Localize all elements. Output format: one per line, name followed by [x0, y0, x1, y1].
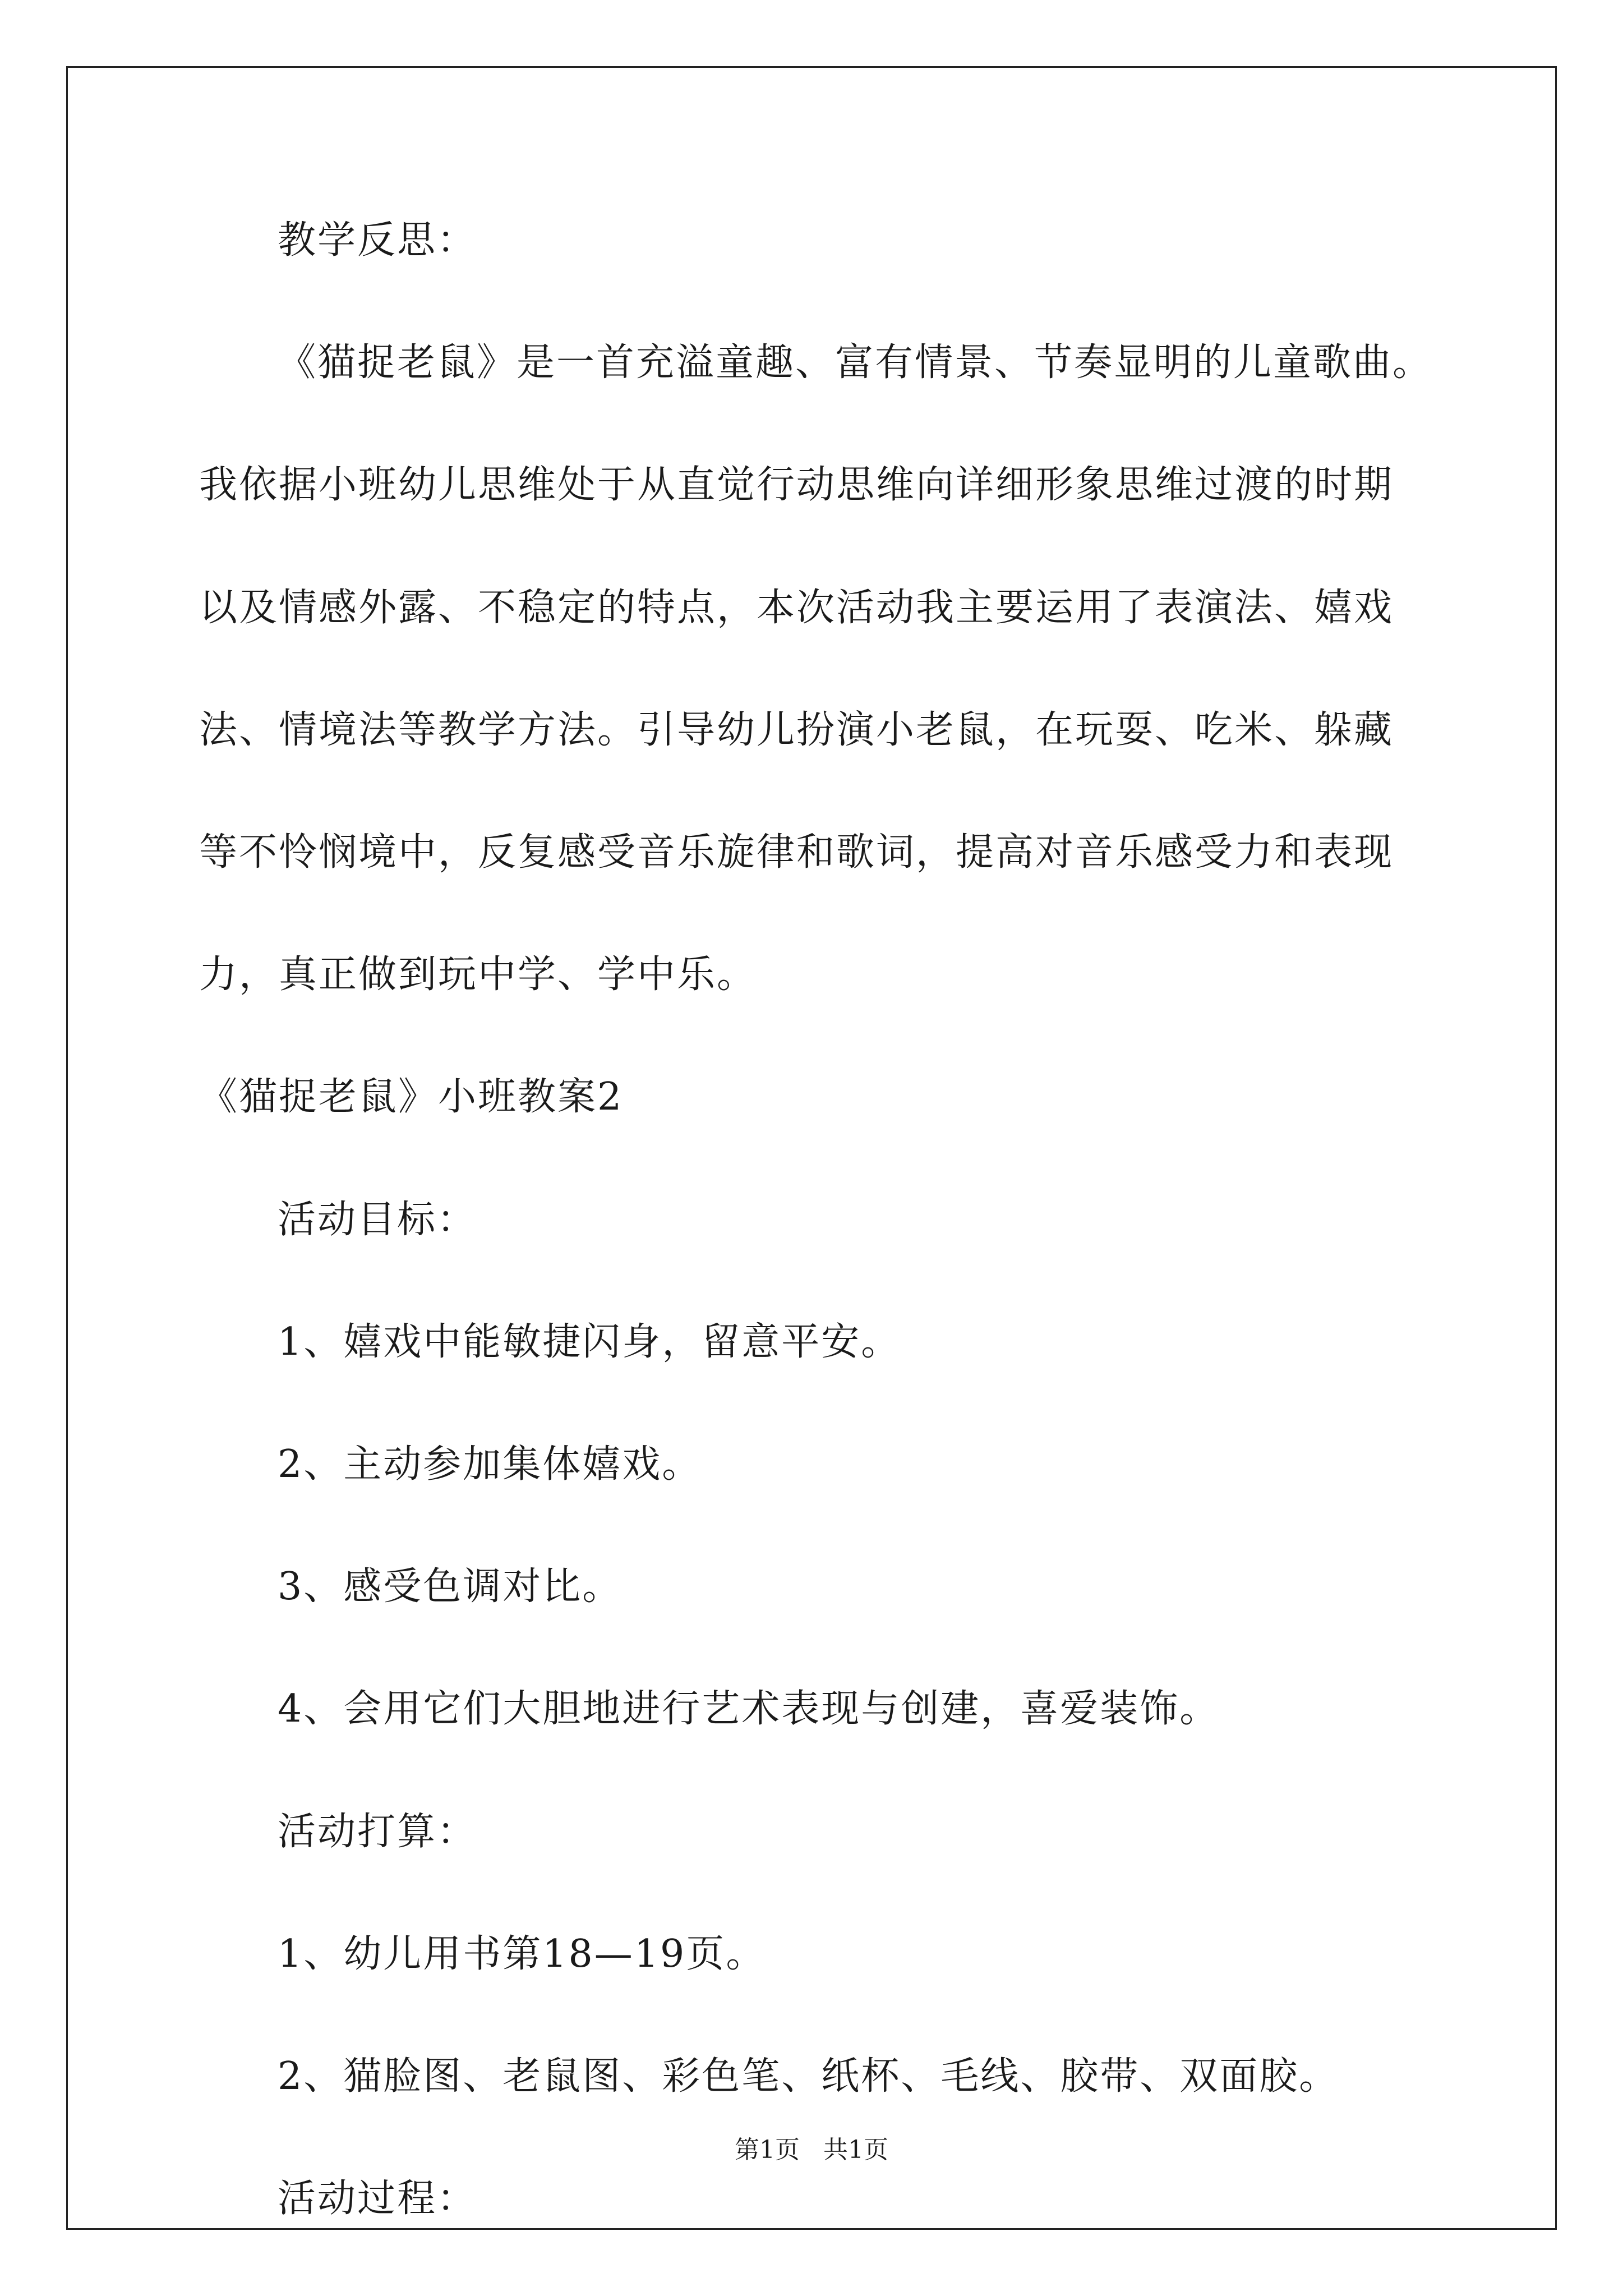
page-footer: 第1页 共1页 [735, 2136, 888, 2164]
paragraph-line: 等不怜悯境中，反复感受音乐旋律和歌词，提高对音乐感受力和表现 [199, 830, 1394, 875]
list-item: 2、猫脸图、老鼠图、彩色笔、纸杯、毛线、胶带、双面胶。 [278, 2054, 1339, 2099]
section-title: 《猫捉老鼠》小班教案2 [199, 1075, 624, 1119]
heading-activity-process: 活动过程： [278, 2177, 477, 2221]
list-item: 2、主动参加集体嬉戏。 [278, 1442, 702, 1487]
heading-teaching-reflection: 教学反思： [278, 218, 477, 263]
list-item: 1、幼儿用书第18—19页。 [278, 1932, 766, 1976]
heading-activity-goals: 活动目标： [278, 1198, 477, 1242]
paragraph-line: 以及情感外露、不稳定的特点，本次活动我主要运用了表演法、嬉戏 [199, 586, 1394, 630]
paragraph-line: 法、情境法等教学方法。引导幼儿扮演小老鼠，在玩耍、吃米、躲藏 [199, 708, 1394, 752]
heading-activity-preparation: 活动打算： [278, 1810, 477, 1854]
list-item: 4、会用它们大胆地进行艺术表现与创建，喜爱装饰。 [278, 1687, 1220, 1731]
paragraph-line: 力，真正做到玩中学、学中乐。 [199, 953, 757, 997]
list-item: 3、感受色调对比。 [278, 1565, 623, 1609]
page-border [66, 66, 1557, 2230]
paragraph-line: 《猫捉老鼠》是一首充溢童趣、富有情景、节奏显明的儿童歌曲。 [278, 341, 1433, 385]
list-item: 1、嬉戏中能敏捷闪身，留意平安。 [278, 1320, 901, 1364]
paragraph-line: 我依据小班幼儿思维处于从直觉行动思维向详细形象思维过渡的时期 [199, 463, 1394, 507]
